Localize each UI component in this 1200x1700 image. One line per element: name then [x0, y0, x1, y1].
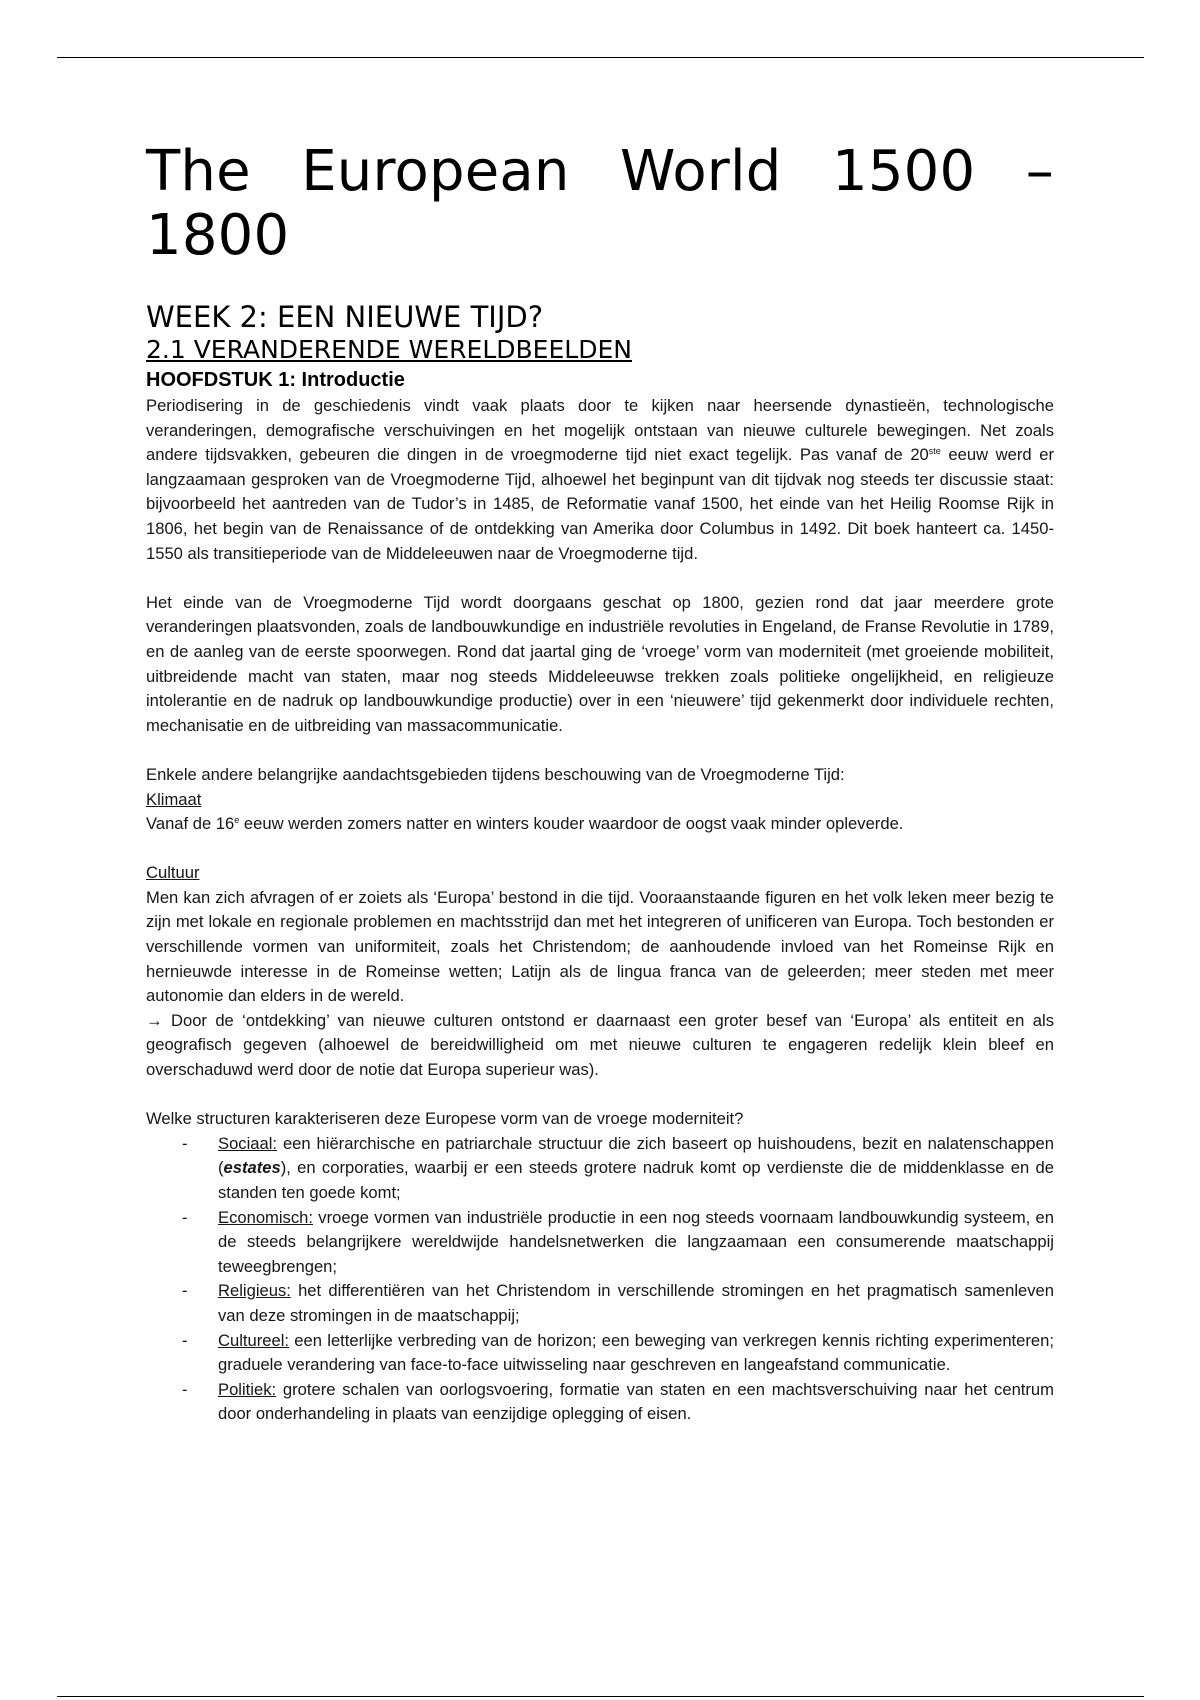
- header-rule: [57, 57, 1144, 58]
- superscript: ste: [928, 446, 941, 457]
- document-page: [146, 140, 1054, 1427]
- list-item-sociaal: [182, 1132, 1054, 1206]
- document-body: [146, 394, 1054, 1427]
- bullet-dash: -: [182, 1379, 188, 1399]
- item-label: Sociaal:: [218, 1133, 278, 1153]
- chapter-heading: HOOFDSTUK 1: Introductie: [146, 369, 405, 391]
- klimaat-text: [146, 812, 1054, 837]
- item-label: Politiek:: [218, 1379, 277, 1399]
- list-item-religieus: [182, 1279, 1054, 1328]
- klimaat-text-b: eeuw werden zomers natter en winters kouder waardoor de oogst vaak minder opleverde.: [239, 814, 904, 834]
- item-emphasis: estates: [223, 1158, 281, 1178]
- item-label: Religieus:: [218, 1281, 291, 1301]
- section-heading: 2.1 VERANDERENDE WERELDBEELDEN: [146, 335, 632, 364]
- para1-text: Periodisering in de geschiedenis vindt vaak plaats door te kijken naar heersende dynastieën, technologische veranderingen, demografische verschuivingen en het mogelijk ontstaan van nieuwe culturele bewegingen. Net zoals andere tijdsvakken, gebeuren die dingen in de vroegmoderne tijd niet exact tegelijk. Pas vanaf de 20: [146, 396, 1054, 465]
- bullet-dash: -: [182, 1330, 188, 1350]
- list-item-politiek: [182, 1378, 1054, 1427]
- paragraph-focus-areas: Enkele andere belangrijke aandachtsgebieden tijdens beschouwing van de Vroegmoderne Tijd:: [146, 764, 845, 784]
- list-item-economisch: [182, 1206, 1054, 1280]
- paragraph-periodisation: [146, 394, 1054, 566]
- item-text: een letterlijke verbreding van de horizon; een beweging van verkregen kennis richting experimenteren; graduele verandering van face-to-face uitwisseling naar geschreven en langeafstand communicatie.: [218, 1330, 1054, 1375]
- bullet-dash: -: [182, 1207, 188, 1227]
- item-label: Economisch:: [218, 1207, 313, 1227]
- bullet-dash: -: [182, 1281, 188, 1301]
- klimaat-text-a: Vanaf de 16: [146, 814, 235, 834]
- document-title: The European World 1500 – 1800: [146, 139, 1054, 268]
- structures-question: Welke structuren karakteriseren deze Europese vorm van de vroege moderniteit?: [146, 1109, 744, 1129]
- arrow-paragraph: → Door de ‘ontdekking’ van nieuwe culturen ontstond er daarnaast een groter besef van ‘Europa’ als entiteit en als geografisch gegeven (alhoewel de bereidwilligheid om met nieuwe culturen te engageren redelijk klein bleef en overschaduwd werd door de notie dat Europa superieur was).: [146, 1010, 1054, 1080]
- structures-list: [146, 1132, 1054, 1427]
- footer-rule: [57, 1696, 1144, 1697]
- cultuur-text: Men kan zich afvragen of er zoiets als ‘Europa’ bestond in die tijd. Vooraanstaande figuren en het volk leken meer bezig te zijn met lokale en regionale problemen en machtsstrijd dan met het integreren of unificeren van Europa. Toch bestonden er verschillende vormen van uniformiteit, zoals het Christendom; de aanhoudende invloed van het Romeinse Rijk en hernieuwde interesse in de Romeinse wetten; Latijn als de lingua franca van de geleerden; meer steden met meer autonomie dan elders in de wereld.: [146, 887, 1054, 1006]
- week-heading: WEEK 2: EEN NIEUWE TIJD?: [146, 300, 544, 334]
- superscript: e: [234, 815, 240, 826]
- list-item-cultureel: [182, 1329, 1054, 1378]
- cultuur-label: Cultuur: [146, 863, 200, 883]
- item-text: het differentiëren van het Christendom in verschillende stromingen en het pragmatisch samenleven van deze stromingen in de maatschappij;: [218, 1281, 1054, 1325]
- item-label: Cultureel:: [218, 1330, 290, 1350]
- klimaat-label: Klimaat: [146, 789, 202, 809]
- item-text: grotere schalen van oorlogsvoering, formatie van staten en een machtsverschuiving naar het centrum door onderhandeling in plaats van eenzijdige oplegging of eisen.: [218, 1379, 1054, 1424]
- bullet-dash: -: [182, 1133, 188, 1153]
- item-text: vroege vormen van industriële productie in een nog steeds voornaam landbouwkundig systeem, en de steeds belangrijkere wereldwijde handelsnetwerken die langzaamaan een consumerende maatschappij teweegbrengen;: [218, 1207, 1054, 1276]
- para1-text-cont: eeuw werd er langzaamaan gesproken van de Vroegmoderne Tijd, alhoewel het beginpunt van dit tijdvak nog steeds ter discussie staat: bijvoorbeeld het aantreden van de Tudor’s in 1485, de Reformatie vanaf 1500, het einde van het Heilig Roomse Rijk in 1806, het begin van de Renaissance of de ontdekking van Amerika door Columbus in 1492. Dit boek hanteert ca. 1450-1550 als transitieperiode van de Middeleeuwen naar de Vroegmoderne tijd.: [146, 445, 1054, 563]
- item-text-cont: ), en corporaties, waarbij er een steeds grotere nadruk komt op verdienste die de middenklasse en de standen ten goede komt;: [218, 1158, 1054, 1202]
- item-text: een hiërarchische en patriarchale structuur die zich baseert op huishoudens, bezit en nalatenschappen (: [218, 1133, 1054, 1178]
- paragraph-end-of-era: Het einde van de Vroegmoderne Tijd wordt doorgaans geschat op 1800, gezien rond dat jaar meerdere grote veranderingen plaatsvonden, zoals de landbouwkundige en industriële revoluties in Engeland, de Franse Revolutie in 1789, en de aanleg van de eerste spoorwegen. Rond dat jaartal ging de ‘vroege’ vorm van moderniteit (met groeiende mobiliteit, uitbreidende macht van staten, maar nog steeds Middeleeuwse trekken zoals politieke ongelijkheid, en religieuze intolerantie en de nadruk op landbouwkundige productie) over in een ‘nieuwere’ tijd gekenmerkt door individuele rechten, mechanisatie en de uitbreiding van massacommunicatie.: [146, 592, 1054, 735]
